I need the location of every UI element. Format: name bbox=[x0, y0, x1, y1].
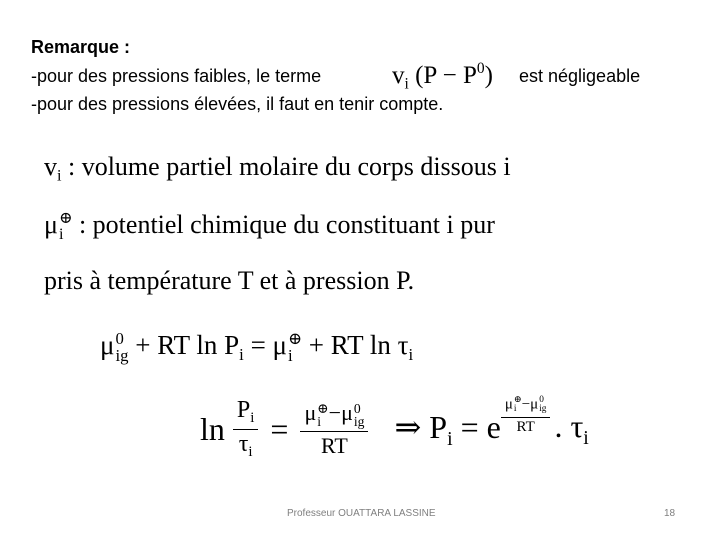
eq2-ln: ln bbox=[200, 410, 225, 447]
mu-sub: i bbox=[58, 226, 64, 244]
definition-mu-line-2: pris à température T et à pression P. bbox=[44, 266, 415, 295]
eq1-eq-mu: = μ bbox=[243, 330, 288, 360]
mu-sup: ⊕ bbox=[58, 209, 73, 227]
remark-title: Remarque : bbox=[31, 37, 131, 57]
eq1-i1: i bbox=[239, 344, 244, 364]
eq2-mu-num: μ ⊕ i −μ 0 ig bbox=[300, 401, 368, 432]
eq1-plus-sym: ⊕ bbox=[288, 329, 303, 349]
equation-chemical-potential bbox=[100, 330, 413, 365]
footer-author: Professeur OUATTARA LASSINE bbox=[287, 508, 436, 519]
equation-ratio bbox=[200, 395, 589, 461]
term-close: ) bbox=[484, 62, 493, 90]
eq2-implies: ⇒ $P_i = e$ bbox=[394, 408, 501, 450]
eq1-plus-rt2: + RT ln τ bbox=[302, 330, 409, 360]
eq1-mu2-scripts bbox=[288, 331, 302, 364]
eq2-dot-tau: . $\tau_i$ bbox=[554, 408, 589, 450]
mu-symbol: μ bbox=[44, 210, 58, 239]
remark-line-2: -pour des pressions élevées, il faut en tenir compte. bbox=[31, 94, 444, 114]
definition-mu bbox=[44, 210, 495, 243]
eq2-p-num: $P_i$ bbox=[233, 398, 259, 430]
eq1-zero: 0 bbox=[115, 329, 124, 349]
eq1-mu-scripts bbox=[115, 331, 128, 364]
eq1-plus-rt: + RT ln P bbox=[128, 330, 240, 360]
eq2-p-over-tau bbox=[233, 398, 259, 461]
eq2-rt-den: RT bbox=[321, 433, 348, 459]
eq2-exponent bbox=[501, 396, 551, 435]
term-zero: 0 bbox=[476, 60, 485, 77]
eq1-ig: ig bbox=[115, 345, 129, 365]
term-open: (P − P bbox=[415, 62, 477, 90]
pressure-term bbox=[392, 60, 493, 93]
eq1-i2: i bbox=[288, 345, 293, 365]
term-v: v bbox=[392, 62, 405, 90]
remark-line-1-before: -pour des pressions faibles, le terme bbox=[31, 66, 322, 86]
eq2-exp-num: μ ⊕ i −μ 0 ig bbox=[501, 396, 551, 418]
vi-symbol: v bbox=[44, 152, 57, 181]
eq2-exp-den: RT bbox=[516, 418, 535, 435]
mu-text: : potentiel chimique du constituant i pur bbox=[78, 210, 495, 239]
vi-sub: i bbox=[57, 167, 62, 185]
eq2-mu-fraction bbox=[300, 401, 368, 457]
term-v-sub: i bbox=[404, 75, 409, 93]
definition-vi bbox=[44, 152, 511, 186]
eq1-i3: i bbox=[408, 344, 414, 364]
page-number: 18 bbox=[664, 508, 676, 519]
eq1-mu: μ bbox=[100, 330, 115, 360]
remark-line-1 bbox=[31, 66, 321, 87]
mu-scripts bbox=[59, 211, 73, 243]
vi-text: : volume partiel molaire du corps dissous i bbox=[67, 152, 511, 181]
eq2-equals: = bbox=[270, 410, 289, 447]
eq2-tau-den: $\tau_i$ bbox=[238, 430, 253, 461]
remark-line-1-after: est négligeable bbox=[519, 66, 641, 86]
